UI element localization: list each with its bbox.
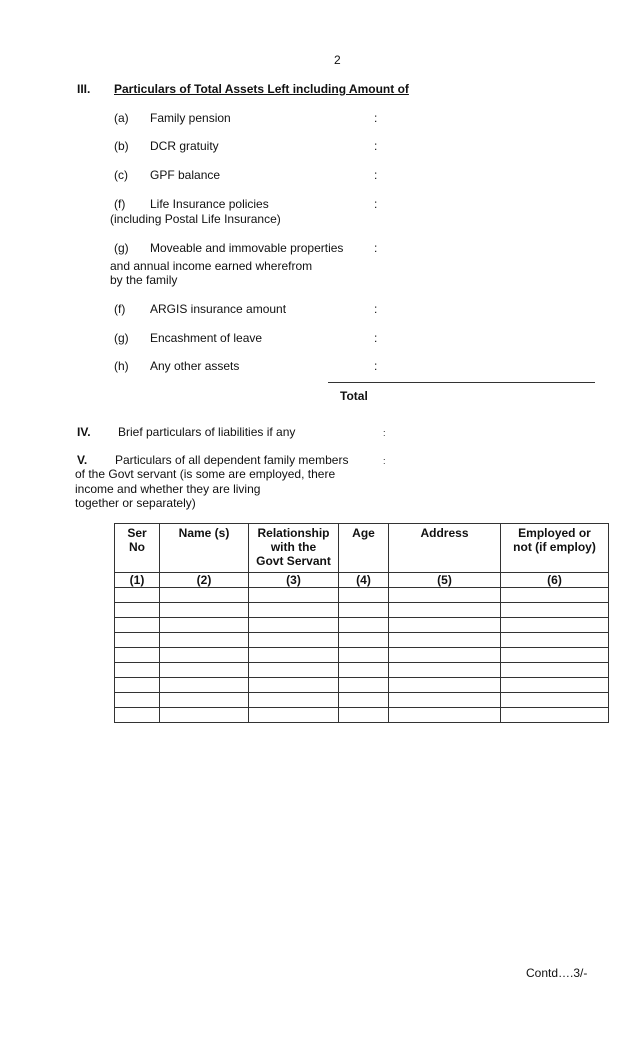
table-cell[interactable] [339, 603, 389, 618]
table-cell[interactable] [160, 678, 249, 693]
table-cell[interactable] [115, 648, 160, 663]
section-5-line1: Particulars of all dependent family members [115, 453, 349, 467]
section-5-line4: together or separately) [75, 496, 196, 510]
table-cell[interactable] [115, 618, 160, 633]
column-number: (1) [115, 573, 160, 588]
table-cell[interactable] [249, 708, 339, 723]
item-colon: : [374, 241, 378, 255]
table-cell[interactable] [389, 618, 501, 633]
header-employed: Employed or not (if employ) [501, 524, 609, 573]
item-colon: : [374, 168, 378, 182]
table-cell[interactable] [339, 693, 389, 708]
item-label-c: (c) [114, 168, 128, 182]
column-number: (4) [339, 573, 389, 588]
header-age: Age [339, 524, 389, 573]
item-colon: : [374, 111, 378, 125]
table-cell[interactable] [339, 588, 389, 603]
table-cell[interactable] [160, 603, 249, 618]
item-label-g: (g) [114, 241, 129, 255]
item-label-h: (h) [114, 359, 129, 373]
item-label-b: (b) [114, 139, 129, 153]
item-colon: : [374, 331, 378, 345]
item-life-insurance-sub: (including Postal Life Insurance) [110, 212, 281, 226]
total-rule [328, 382, 595, 383]
section-4-text: Brief particulars of liabilities if any [118, 425, 296, 439]
table-cell[interactable] [249, 678, 339, 693]
item-colon: : [374, 197, 378, 211]
table-cell[interactable] [115, 603, 160, 618]
page-number: 2 [334, 53, 341, 67]
item-properties-sub2: by the family [110, 273, 178, 287]
blank-rows [115, 588, 609, 723]
section-4-colon: : [383, 428, 386, 438]
table-cell[interactable] [115, 588, 160, 603]
table-cell[interactable] [501, 648, 609, 663]
table-row [115, 708, 609, 723]
table-row [115, 678, 609, 693]
item-label-f: (f) [114, 197, 126, 211]
table-cell[interactable] [115, 633, 160, 648]
section-5-line3: income and whether they are living [75, 482, 261, 496]
table-cell[interactable] [339, 678, 389, 693]
section-4-numeral: IV. [77, 425, 91, 439]
table-cell[interactable] [389, 648, 501, 663]
table-cell[interactable] [389, 588, 501, 603]
header-address: Address [389, 524, 501, 573]
table-cell[interactable] [160, 708, 249, 723]
section-3-heading: Particulars of Total Assets Left including Amount of [114, 82, 409, 96]
table-cell[interactable] [249, 648, 339, 663]
item-colon: : [374, 359, 378, 373]
table-header-row [115, 524, 609, 573]
item-encashment-leave: Encashment of leave [150, 331, 263, 345]
item-colon: : [374, 139, 378, 153]
header-ser-no: Ser No [115, 524, 160, 573]
table-cell[interactable] [160, 648, 249, 663]
table-cell[interactable] [339, 648, 389, 663]
section-5-line2: of the Govt servant (is some are employed, there [75, 467, 336, 481]
section-5-colon: : [383, 456, 386, 466]
column-number-row [115, 573, 609, 588]
table-cell[interactable] [501, 588, 609, 603]
item-label-a: (a) [114, 111, 129, 125]
table-cell[interactable] [249, 693, 339, 708]
table-row [115, 618, 609, 633]
header-names: Name (s) [160, 524, 249, 573]
table-cell[interactable] [160, 633, 249, 648]
table-cell[interactable] [501, 603, 609, 618]
table-row [115, 603, 609, 618]
table-cell[interactable] [249, 603, 339, 618]
table-cell[interactable] [389, 663, 501, 678]
table-cell[interactable] [389, 603, 501, 618]
table-row [115, 648, 609, 663]
table-cell[interactable] [389, 633, 501, 648]
table-cell[interactable] [501, 618, 609, 633]
table-cell[interactable] [160, 693, 249, 708]
item-properties: Moveable and immovable properties [150, 241, 344, 255]
header-relationship: Relationship with the Govt Servant [249, 524, 339, 573]
table-cell[interactable] [339, 618, 389, 633]
item-family-pension: Family pension [150, 111, 231, 125]
column-number: (2) [160, 573, 249, 588]
column-number: (6) [501, 573, 609, 588]
table-cell[interactable] [339, 663, 389, 678]
table-cell[interactable] [389, 708, 501, 723]
table-cell[interactable] [501, 663, 609, 678]
table-cell[interactable] [501, 633, 609, 648]
item-other-assets: Any other assets [150, 359, 240, 373]
table-cell[interactable] [160, 588, 249, 603]
table-row [115, 633, 609, 648]
item-gpf-balance: GPF balance [150, 168, 221, 182]
table-cell[interactable] [249, 663, 339, 678]
table-cell[interactable] [115, 663, 160, 678]
item-properties-sub: and annual income earned wherefrom [110, 259, 313, 273]
item-argis-insurance: ARGIS insurance amount [150, 302, 287, 316]
table-cell[interactable] [389, 693, 501, 708]
column-number: (5) [389, 573, 501, 588]
section-5-numeral: V. [77, 453, 88, 467]
table-cell[interactable] [501, 678, 609, 693]
table-row [115, 693, 609, 708]
item-label-g2: (g) [114, 331, 129, 345]
table-cell[interactable] [389, 678, 501, 693]
dependents-table [114, 523, 609, 723]
table-row [115, 588, 609, 603]
table-cell[interactable] [501, 693, 609, 708]
table-cell[interactable] [115, 678, 160, 693]
table-cell[interactable] [339, 708, 389, 723]
table-cell[interactable] [115, 708, 160, 723]
item-dcr-gratuity: DCR gratuity [150, 139, 219, 153]
table-cell[interactable] [160, 618, 249, 633]
table-cell[interactable] [115, 693, 160, 708]
column-number: (3) [249, 573, 339, 588]
table-cell[interactable] [249, 588, 339, 603]
table-cell[interactable] [160, 663, 249, 678]
table-cell[interactable] [249, 633, 339, 648]
total-label: Total [340, 389, 368, 403]
table-row [115, 663, 609, 678]
item-colon: : [374, 302, 378, 316]
contd-note: Contd….3/- [526, 966, 588, 980]
table-cell[interactable] [339, 633, 389, 648]
table-cell[interactable] [249, 618, 339, 633]
item-label-f2: (f) [114, 302, 126, 316]
section-3-numeral: III. [77, 82, 91, 96]
item-life-insurance: Life Insurance policies [150, 197, 269, 211]
table-cell[interactable] [501, 708, 609, 723]
